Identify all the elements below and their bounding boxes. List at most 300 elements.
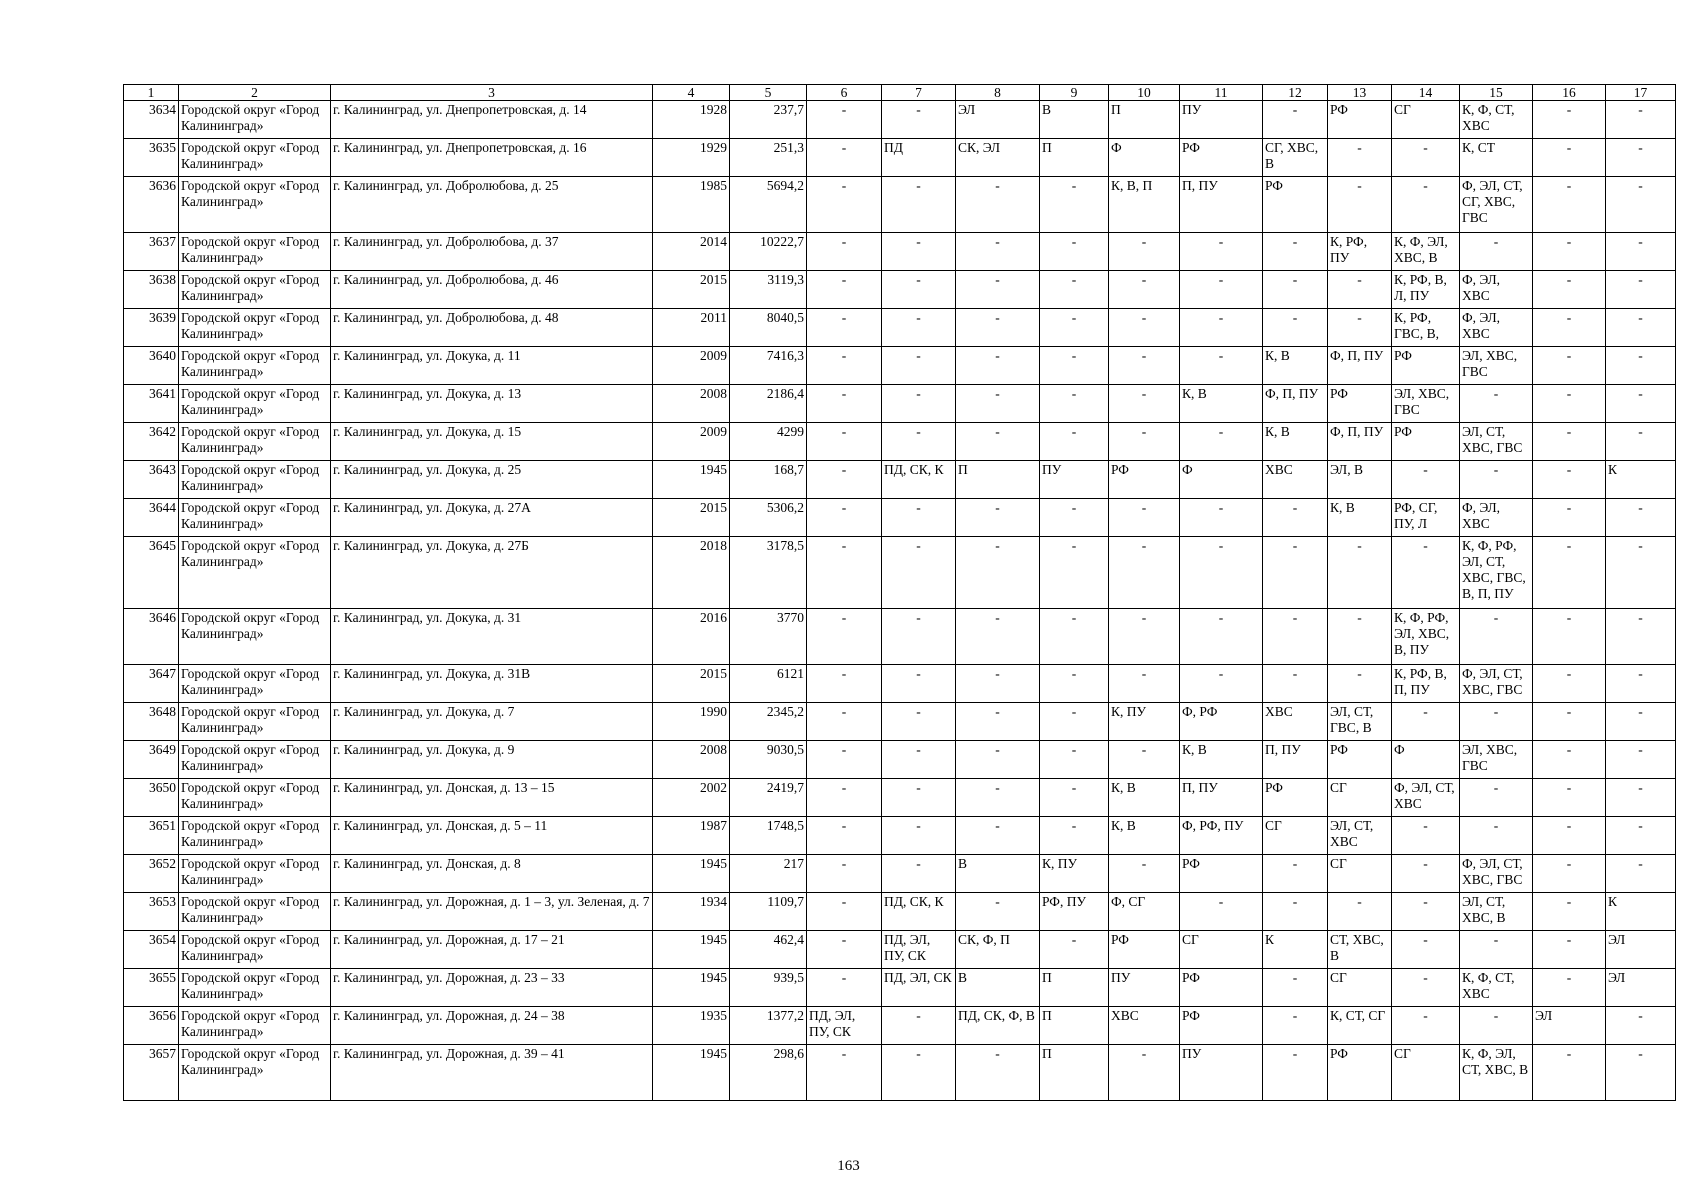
table-cell: -: [1392, 139, 1460, 177]
table-cell: -: [807, 347, 882, 385]
table-cell: В: [956, 969, 1040, 1007]
table-cell: -: [882, 703, 956, 741]
table-cell: -: [1460, 385, 1533, 423]
table-cell: 1990: [653, 703, 730, 741]
table-cell: К, ПУ: [1109, 703, 1180, 741]
table-cell: 1109,7: [730, 893, 807, 931]
table-row: [124, 101, 1676, 139]
table-cell: 3647: [124, 665, 179, 703]
table-cell: ПД, СК, Ф, В: [956, 1007, 1040, 1045]
table-row: [124, 703, 1676, 741]
table-cell: г. Калининград, ул. Дорожная, д. 1 – 3, ул. Зеленая, д. 7: [331, 893, 653, 931]
table-cell: Городской округ «Город Калининград»: [179, 233, 331, 271]
column-header: 15: [1460, 85, 1533, 101]
table-cell: -: [1606, 609, 1676, 665]
table-cell: -: [1109, 309, 1180, 347]
table-body: [124, 101, 1676, 1101]
table-cell: г. Калининград, ул. Докука, д. 7: [331, 703, 653, 741]
table-cell: 2011: [653, 309, 730, 347]
table-cell: 3654: [124, 931, 179, 969]
table-cell: -: [1460, 233, 1533, 271]
table-cell: -: [1533, 499, 1606, 537]
table-cell: -: [1040, 817, 1109, 855]
table-cell: ЭЛ: [1533, 1007, 1606, 1045]
table-cell: Городской округ «Город Калининград»: [179, 271, 331, 309]
table-cell: -: [956, 499, 1040, 537]
table-cell: -: [807, 609, 882, 665]
table-cell: -: [1460, 461, 1533, 499]
table-cell: К, Ф, СТ, ХВС: [1460, 969, 1533, 1007]
table-cell: ЭЛ: [956, 101, 1040, 139]
table-cell: 3178,5: [730, 537, 807, 609]
table-cell: г. Калининград, ул. Днепропетровская, д. 14: [331, 101, 653, 139]
table-cell: г. Калининград, ул. Докука, д. 31В: [331, 665, 653, 703]
table-cell: К, ПУ: [1040, 855, 1109, 893]
table-cell: -: [1180, 893, 1263, 931]
table-cell: 2008: [653, 385, 730, 423]
table-cell: П: [1109, 101, 1180, 139]
table-cell: П, ПУ: [1180, 177, 1263, 233]
table-cell: 3656: [124, 1007, 179, 1045]
table-cell: РФ, ПУ: [1040, 893, 1109, 931]
table-cell: Городской округ «Город Калининград»: [179, 347, 331, 385]
page-number: 163: [837, 1158, 860, 1174]
table-cell: СГ: [1263, 817, 1328, 855]
table-cell: -: [1180, 609, 1263, 665]
table-cell: -: [1392, 855, 1460, 893]
table-cell: -: [1533, 741, 1606, 779]
table-cell: 1748,5: [730, 817, 807, 855]
table-cell: ХВС: [1263, 703, 1328, 741]
table-cell: -: [956, 741, 1040, 779]
table-cell: К: [1606, 893, 1676, 931]
table-cell: -: [1180, 347, 1263, 385]
table-cell: РФ: [1109, 931, 1180, 969]
table-cell: -: [1328, 609, 1392, 665]
table-cell: -: [807, 855, 882, 893]
table-cell: СК, ЭЛ: [956, 139, 1040, 177]
table-cell: -: [1533, 703, 1606, 741]
table-cell: -: [1040, 385, 1109, 423]
table-cell: -: [1533, 817, 1606, 855]
table-cell: 237,7: [730, 101, 807, 139]
table-row: [124, 461, 1676, 499]
table-cell: Ф, ЭЛ, ХВС: [1460, 271, 1533, 309]
table-cell: г. Калининград, ул. Добролюбова, д. 37: [331, 233, 653, 271]
table-cell: -: [956, 271, 1040, 309]
table-cell: П: [956, 461, 1040, 499]
column-header: 10: [1109, 85, 1180, 101]
table-cell: -: [1109, 499, 1180, 537]
table-cell: 2008: [653, 741, 730, 779]
header-row: [124, 85, 1676, 101]
table-cell: К, В: [1180, 741, 1263, 779]
table-cell: 4299: [730, 423, 807, 461]
table-cell: 1945: [653, 969, 730, 1007]
table-cell: -: [1533, 969, 1606, 1007]
table-cell: СГ: [1328, 969, 1392, 1007]
table-cell: РФ: [1263, 177, 1328, 233]
register-table: [123, 84, 1676, 1101]
table-cell: К, СТ, СГ: [1328, 1007, 1392, 1045]
table-cell: -: [1040, 609, 1109, 665]
table-cell: 3639: [124, 309, 179, 347]
table-cell: 2009: [653, 347, 730, 385]
column-header: 16: [1533, 85, 1606, 101]
table-cell: ПУ: [1109, 969, 1180, 1007]
table-cell: -: [1328, 537, 1392, 609]
table-cell: 298,6: [730, 1045, 807, 1101]
table-cell: СГ, ХВС, В: [1263, 139, 1328, 177]
table-cell: 1945: [653, 1045, 730, 1101]
table-cell: 3646: [124, 609, 179, 665]
table-cell: -: [1460, 1007, 1533, 1045]
table-cell: -: [1606, 347, 1676, 385]
table-cell: К, В: [1328, 499, 1392, 537]
table-cell: -: [956, 779, 1040, 817]
table-cell: П, ПУ: [1180, 779, 1263, 817]
table-cell: 1985: [653, 177, 730, 233]
table-cell: К, В: [1109, 817, 1180, 855]
table-cell: 1945: [653, 855, 730, 893]
table-cell: г. Калининград, ул. Добролюбова, д. 46: [331, 271, 653, 309]
table-cell: -: [1328, 139, 1392, 177]
table-cell: -: [1533, 855, 1606, 893]
table-cell: -: [1180, 499, 1263, 537]
table-row: [124, 779, 1676, 817]
table-cell: 2419,7: [730, 779, 807, 817]
table-cell: -: [1109, 537, 1180, 609]
table-cell: 3657: [124, 1045, 179, 1101]
table-cell: -: [1040, 347, 1109, 385]
table-cell: -: [1606, 233, 1676, 271]
table-cell: -: [882, 385, 956, 423]
table-cell: -: [1263, 893, 1328, 931]
table-cell: -: [1533, 271, 1606, 309]
table-cell: -: [1263, 855, 1328, 893]
table-cell: 3655: [124, 969, 179, 1007]
table-cell: 939,5: [730, 969, 807, 1007]
column-header: 9: [1040, 85, 1109, 101]
table-cell: г. Калининград, ул. Дорожная, д. 24 – 38: [331, 1007, 653, 1045]
table-cell: Городской округ «Город Калининград»: [179, 309, 331, 347]
table-cell: 2016: [653, 609, 730, 665]
table-cell: Городской округ «Город Калининград»: [179, 1045, 331, 1101]
table-cell: -: [956, 665, 1040, 703]
table-cell: К, В, П: [1109, 177, 1180, 233]
table-cell: -: [882, 537, 956, 609]
table-cell: 3649: [124, 741, 179, 779]
table-row: [124, 969, 1676, 1007]
table-cell: 2018: [653, 537, 730, 609]
table-cell: Городской округ «Город Калининград»: [179, 499, 331, 537]
table-cell: -: [1263, 499, 1328, 537]
table-cell: 168,7: [730, 461, 807, 499]
table-row: [124, 233, 1676, 271]
table-header: [124, 85, 1676, 101]
table-cell: П, ПУ: [1263, 741, 1328, 779]
table-cell: -: [882, 609, 956, 665]
table-cell: 7416,3: [730, 347, 807, 385]
table-cell: -: [807, 271, 882, 309]
table-cell: 2186,4: [730, 385, 807, 423]
table-cell: -: [1109, 665, 1180, 703]
table-cell: 3119,3: [730, 271, 807, 309]
table-cell: РФ: [1392, 423, 1460, 461]
table-cell: -: [1460, 609, 1533, 665]
table-cell: -: [1040, 177, 1109, 233]
table-cell: -: [1328, 665, 1392, 703]
table-cell: ПУ: [1180, 1045, 1263, 1101]
table-cell: 2014: [653, 233, 730, 271]
table-cell: -: [956, 233, 1040, 271]
table-cell: -: [1606, 101, 1676, 139]
column-header: 4: [653, 85, 730, 101]
table-cell: Городской округ «Город Калининград»: [179, 1007, 331, 1045]
table-cell: -: [1606, 385, 1676, 423]
table-cell: РФ, СГ, ПУ, Л: [1392, 499, 1460, 537]
table-cell: ЭЛ: [1606, 931, 1676, 969]
table-cell: -: [1533, 385, 1606, 423]
table-cell: -: [1180, 271, 1263, 309]
table-cell: РФ: [1328, 741, 1392, 779]
table-cell: -: [1460, 931, 1533, 969]
column-header: 5: [730, 85, 807, 101]
table-cell: Городской округ «Город Калининград»: [179, 385, 331, 423]
table-cell: -: [1533, 779, 1606, 817]
table-cell: 3653: [124, 893, 179, 931]
column-header: 7: [882, 85, 956, 101]
table-cell: Ф, ЭЛ, СТ, ХВС, ГВС: [1460, 855, 1533, 893]
table-cell: -: [1180, 537, 1263, 609]
table-cell: -: [1263, 537, 1328, 609]
table-cell: -: [1109, 423, 1180, 461]
table-cell: П: [1040, 139, 1109, 177]
table-cell: -: [1263, 101, 1328, 139]
table-cell: -: [1040, 931, 1109, 969]
table-row: [124, 1045, 1676, 1101]
table-cell: -: [882, 309, 956, 347]
table-cell: К, РФ, ГВС, В,: [1392, 309, 1460, 347]
table-cell: 1377,2: [730, 1007, 807, 1045]
table-cell: -: [807, 703, 882, 741]
table-cell: -: [956, 609, 1040, 665]
table-cell: -: [807, 1045, 882, 1101]
table-cell: г. Калининград, ул. Добролюбова, д. 25: [331, 177, 653, 233]
table-cell: ХВС: [1109, 1007, 1180, 1045]
table-cell: РФ: [1392, 347, 1460, 385]
table-cell: -: [1328, 271, 1392, 309]
table-cell: РФ: [1109, 461, 1180, 499]
table-cell: К: [1263, 931, 1328, 969]
table-cell: 3643: [124, 461, 179, 499]
table-cell: -: [807, 537, 882, 609]
table-cell: -: [807, 385, 882, 423]
column-header: 13: [1328, 85, 1392, 101]
table-cell: 251,3: [730, 139, 807, 177]
table-cell: 1945: [653, 931, 730, 969]
table-cell: -: [1263, 1007, 1328, 1045]
table-cell: г. Калининград, ул. Докука, д. 27А: [331, 499, 653, 537]
table-cell: Городской округ «Город Калининград»: [179, 703, 331, 741]
table-cell: Городской округ «Город Калининград»: [179, 537, 331, 609]
table-cell: -: [1040, 499, 1109, 537]
table-cell: -: [1180, 423, 1263, 461]
table-cell: 3770: [730, 609, 807, 665]
table-cell: -: [1533, 177, 1606, 233]
table-cell: СГ: [1328, 779, 1392, 817]
table-cell: -: [1040, 309, 1109, 347]
table-cell: Ф, РФ: [1180, 703, 1263, 741]
table-cell: -: [1606, 1007, 1676, 1045]
table-cell: 1928: [653, 101, 730, 139]
table-cell: -: [882, 101, 956, 139]
table-cell: -: [956, 1045, 1040, 1101]
table-cell: -: [1109, 385, 1180, 423]
table-cell: -: [1606, 665, 1676, 703]
table-cell: -: [807, 779, 882, 817]
table-cell: Ф: [1180, 461, 1263, 499]
table-cell: Ф, ЭЛ, ХВС: [1460, 309, 1533, 347]
table-cell: 462,4: [730, 931, 807, 969]
table-cell: -: [1606, 271, 1676, 309]
table-cell: Ф, П, ПУ: [1328, 347, 1392, 385]
column-header: 3: [331, 85, 653, 101]
table-cell: -: [1040, 703, 1109, 741]
table-cell: -: [1606, 855, 1676, 893]
table-cell: -: [1533, 665, 1606, 703]
table-cell: г. Калининград, ул. Донская, д. 5 – 11: [331, 817, 653, 855]
column-header: 2: [179, 85, 331, 101]
table-cell: г. Калининград, ул. Добролюбова, д. 48: [331, 309, 653, 347]
table-cell: -: [1180, 309, 1263, 347]
table-cell: -: [882, 855, 956, 893]
table-cell: -: [807, 499, 882, 537]
table-cell: 3638: [124, 271, 179, 309]
table-cell: РФ: [1180, 969, 1263, 1007]
table-row: [124, 271, 1676, 309]
table-cell: СГ: [1392, 1045, 1460, 1101]
table-cell: К, Ф, ЭЛ, ХВС, В: [1392, 233, 1460, 271]
table-cell: 2015: [653, 665, 730, 703]
table-cell: -: [1263, 665, 1328, 703]
table-cell: Ф, РФ, ПУ: [1180, 817, 1263, 855]
table-cell: ПУ: [1180, 101, 1263, 139]
table-cell: 1929: [653, 139, 730, 177]
table-cell: Городской округ «Город Калининград»: [179, 101, 331, 139]
table-cell: -: [1533, 101, 1606, 139]
table-cell: -: [807, 461, 882, 499]
column-header: 6: [807, 85, 882, 101]
table-row: [124, 177, 1676, 233]
table-cell: г. Калининград, ул. Докука, д. 13: [331, 385, 653, 423]
table-row: [124, 893, 1676, 931]
table-cell: Ф: [1392, 741, 1460, 779]
table-cell: РФ: [1180, 1007, 1263, 1045]
table-cell: 1934: [653, 893, 730, 931]
table-cell: -: [1460, 779, 1533, 817]
table-cell: -: [1109, 741, 1180, 779]
table-cell: -: [956, 893, 1040, 931]
table-cell: г. Калининград, ул. Докука, д. 11: [331, 347, 653, 385]
table-cell: -: [882, 817, 956, 855]
table-cell: -: [1263, 609, 1328, 665]
table-cell: 2002: [653, 779, 730, 817]
table-cell: -: [1040, 423, 1109, 461]
table-cell: Ф, ЭЛ, СТ, СГ, ХВС, ГВС: [1460, 177, 1533, 233]
table-cell: -: [1606, 499, 1676, 537]
table-cell: -: [1533, 893, 1606, 931]
table-cell: ПД, ЭЛ, ПУ, СК: [807, 1007, 882, 1045]
table-cell: -: [1263, 969, 1328, 1007]
table-cell: -: [807, 665, 882, 703]
table-cell: СГ: [1180, 931, 1263, 969]
table-cell: 3640: [124, 347, 179, 385]
column-header: 11: [1180, 85, 1263, 101]
table-cell: г. Калининград, ул. Докука, д. 25: [331, 461, 653, 499]
table-cell: -: [807, 969, 882, 1007]
table-cell: 3641: [124, 385, 179, 423]
table-cell: ЭЛ, ХВС, ГВС: [1460, 347, 1533, 385]
table-cell: 10222,7: [730, 233, 807, 271]
table-cell: ЭЛ, СТ, ХВС, В: [1460, 893, 1533, 931]
table-cell: -: [1533, 609, 1606, 665]
table-cell: СТ, ХВС, В: [1328, 931, 1392, 969]
table-cell: 3652: [124, 855, 179, 893]
table-cell: -: [1109, 271, 1180, 309]
table-cell: 3635: [124, 139, 179, 177]
table-cell: -: [807, 817, 882, 855]
table-cell: -: [1533, 139, 1606, 177]
table-row: [124, 817, 1676, 855]
table-cell: -: [1606, 703, 1676, 741]
table-cell: -: [882, 1045, 956, 1101]
table-cell: СГ: [1392, 101, 1460, 139]
table-cell: Городской округ «Город Калининград»: [179, 931, 331, 969]
table-cell: ЭЛ, ХВС, ГВС: [1460, 741, 1533, 779]
table-cell: ПД, СК, К: [882, 461, 956, 499]
table-cell: Городской округ «Город Калининград»: [179, 969, 331, 1007]
table-cell: -: [956, 177, 1040, 233]
table-cell: -: [882, 233, 956, 271]
table-row: [124, 855, 1676, 893]
table-cell: -: [882, 177, 956, 233]
column-header: 14: [1392, 85, 1460, 101]
table-cell: -: [956, 817, 1040, 855]
table-cell: -: [1392, 817, 1460, 855]
table-cell: -: [1263, 233, 1328, 271]
table-cell: П: [1040, 1007, 1109, 1045]
table-row: [124, 309, 1676, 347]
table-cell: Городской округ «Город Калининград»: [179, 893, 331, 931]
table-cell: -: [1040, 537, 1109, 609]
table-cell: -: [1392, 177, 1460, 233]
table-cell: г. Калининград, ул. Дорожная, д. 39 – 41: [331, 1045, 653, 1101]
table-cell: Ф, ЭЛ, СТ, ХВС, ГВС: [1460, 665, 1533, 703]
table-cell: 2345,2: [730, 703, 807, 741]
table-cell: -: [807, 101, 882, 139]
table-cell: г. Калининград, ул. Докука, д. 31: [331, 609, 653, 665]
table-cell: -: [1040, 741, 1109, 779]
table-cell: Ф, ЭЛ, ХВС: [1460, 499, 1533, 537]
table-cell: Городской округ «Город Калининград»: [179, 423, 331, 461]
table-row: [124, 741, 1676, 779]
table-row: [124, 347, 1676, 385]
table-cell: Городской округ «Город Калининград»: [179, 779, 331, 817]
table-cell: К, РФ, ПУ: [1328, 233, 1392, 271]
table-cell: К, РФ, В, Л, ПУ: [1392, 271, 1460, 309]
table-cell: 3650: [124, 779, 179, 817]
